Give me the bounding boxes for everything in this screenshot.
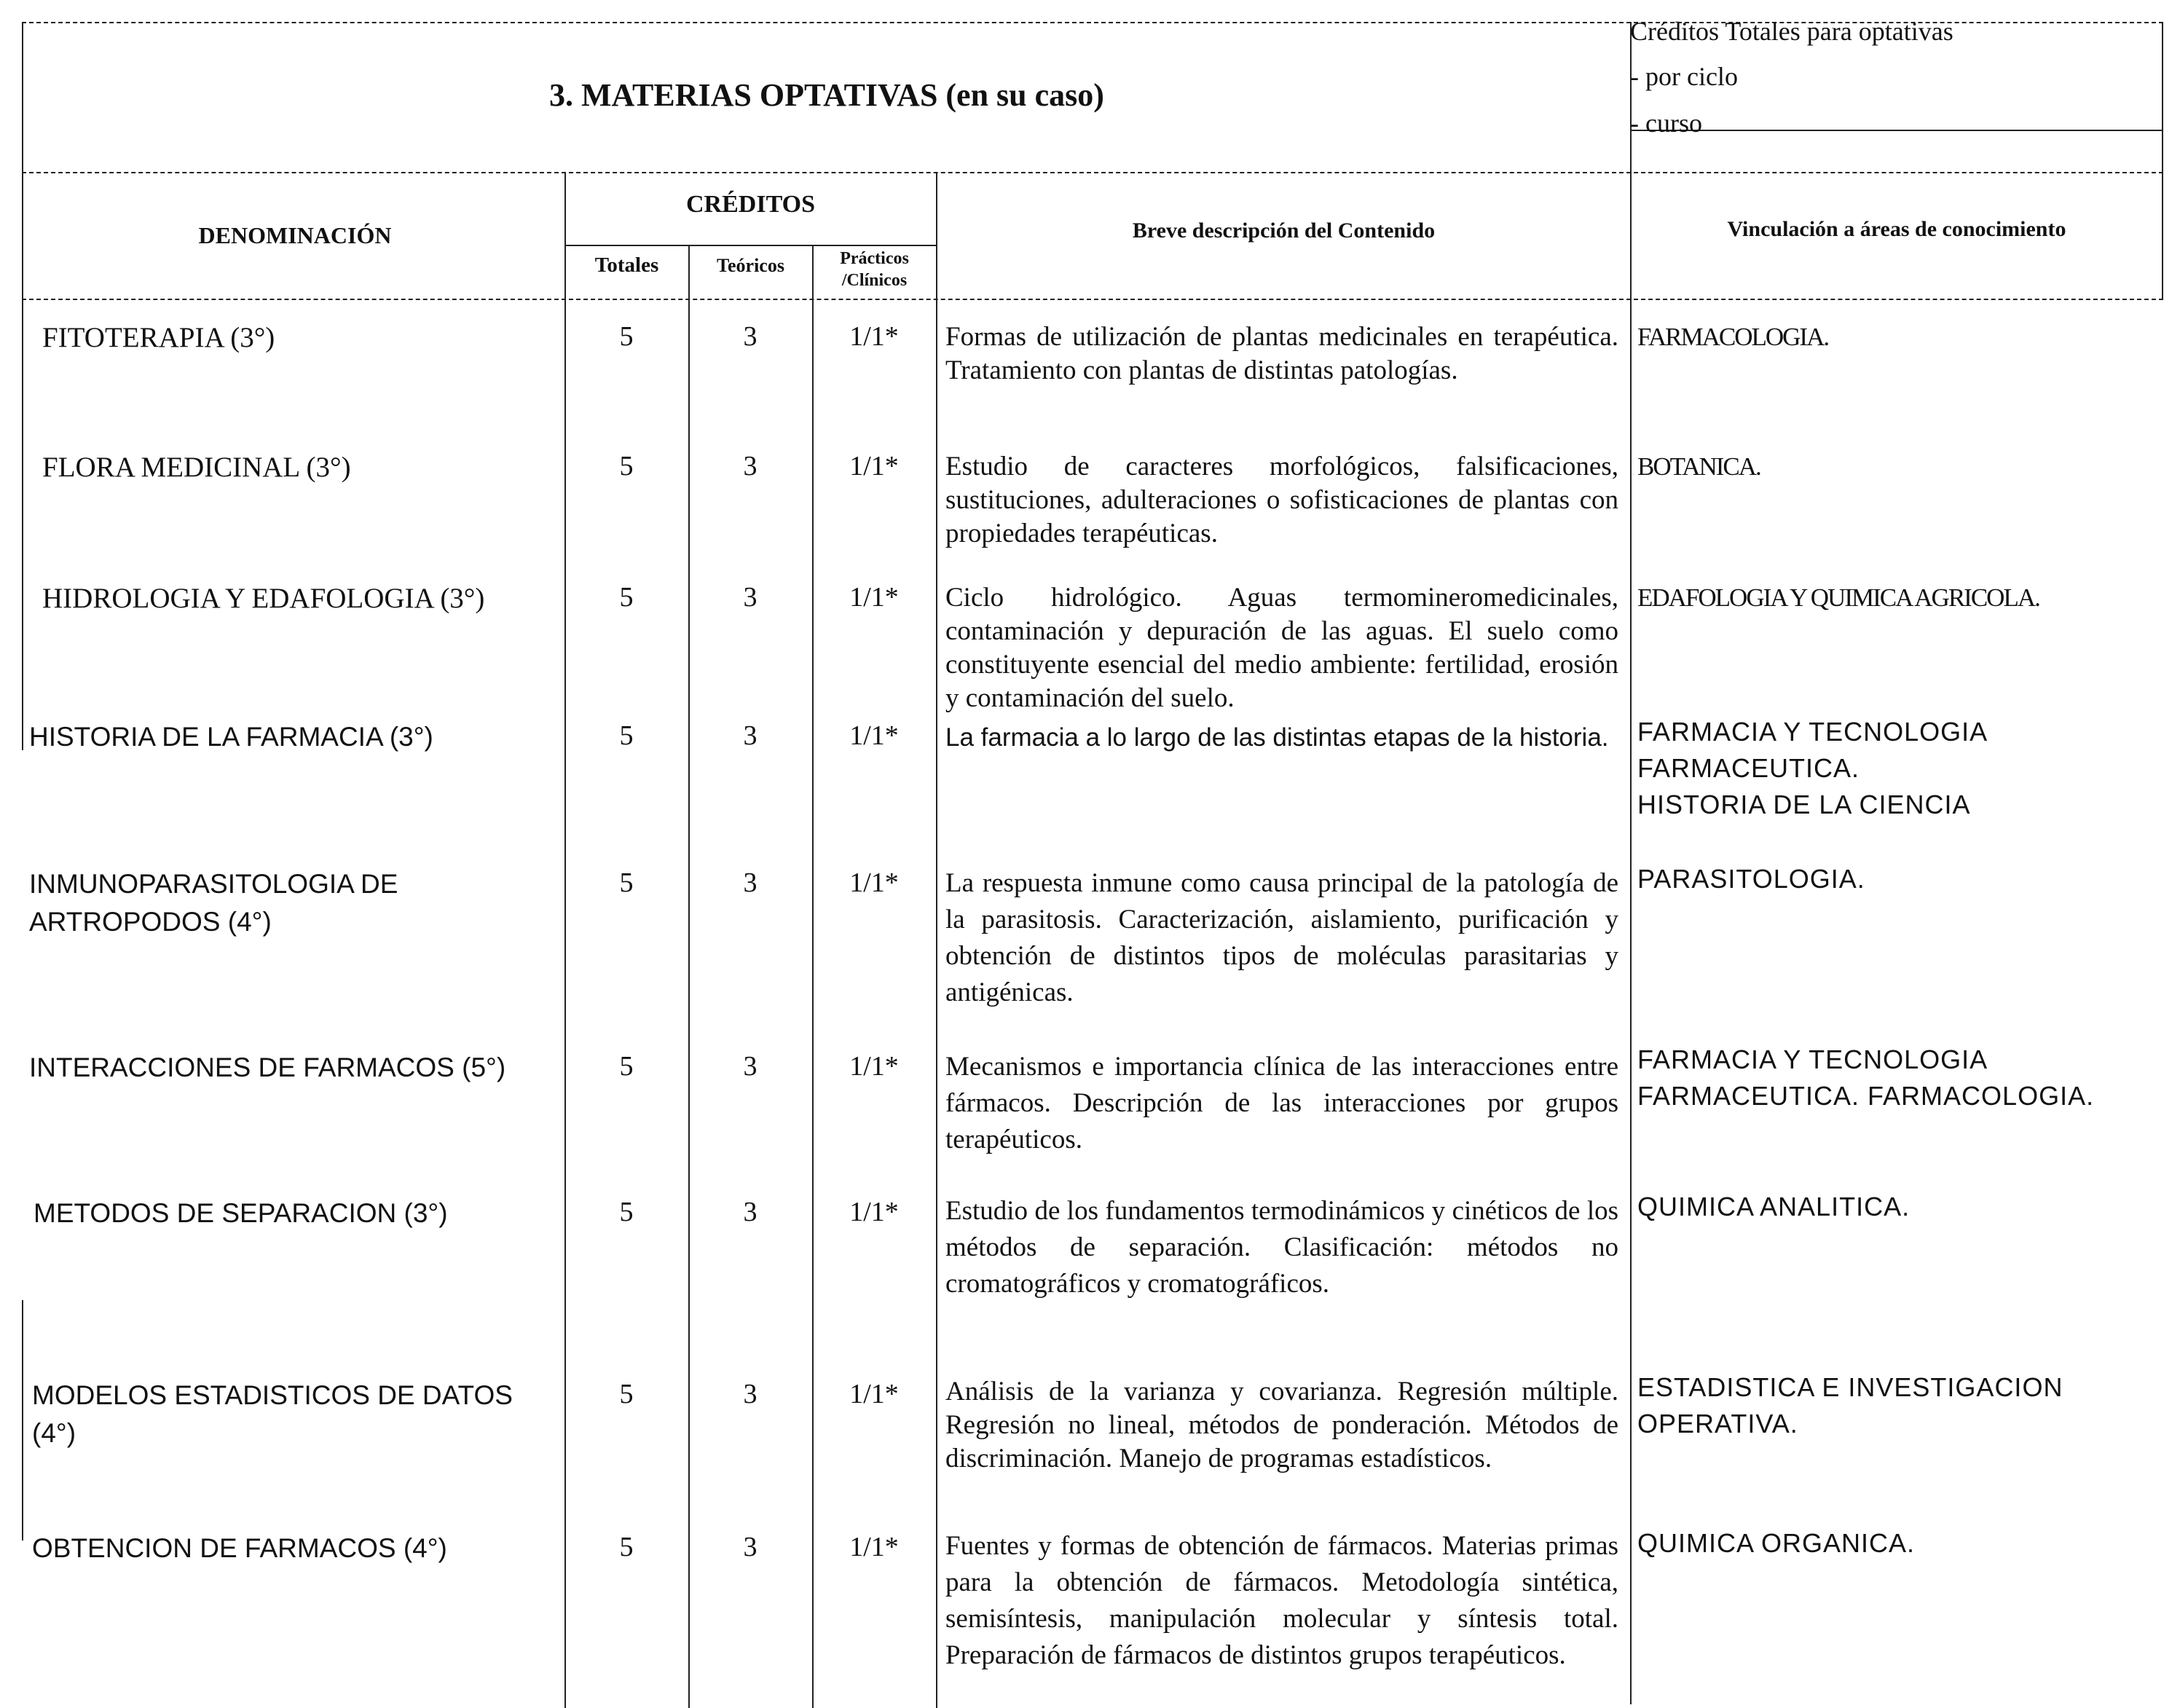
row-vinculacion-line: PARASITOLOGIA. (1637, 864, 1865, 894)
rule-left-top (22, 22, 23, 750)
row-practicos: 1/1* (849, 451, 899, 481)
row-teoricos: 3 (743, 1197, 758, 1227)
col-practicos-line: Prácticos (840, 249, 909, 268)
row-denominacion: HISTORIA DE LA FARMACIA (3°) (29, 722, 433, 752)
row-denominacion-line: (4°) (32, 1418, 76, 1448)
row-denominacion: FITOTERAPIA (3°) (42, 322, 275, 353)
row-descripcion: Estudio de caracteres morfológicos, falsificaciones, sustituciones, adulteraciones o sofisticaciones de plantas con propiedades terapéuticas. (945, 452, 1618, 548)
row-practicos: 1/1* (849, 1532, 899, 1562)
row-totales: 5 (619, 1197, 634, 1227)
row-descripcion: Estudio de los fundamentos termodinámicos y cinéticos de los métodos de separación. Clasificación: métodos no cromatográficos y cromatográficos. (945, 1196, 1618, 1299)
row-totales: 5 (619, 451, 634, 481)
row-vinculacion-line: OPERATIVA. (1637, 1409, 1798, 1439)
row-vinculacion-line: BOTANICA. (1637, 452, 1760, 481)
row-totales: 5 (619, 867, 634, 898)
row-denominacion: OBTENCION DE FARMACOS (4°) (32, 1533, 447, 1563)
rule-creditos-sub (564, 245, 936, 246)
row-totales: 5 (619, 1379, 634, 1409)
row-descripcion: Formas de utilización de plantas medicinales en terapéutica. Tratamiento con plantas de distintas patologías. (945, 322, 1618, 385)
row-denominacion: FLORA MEDICINAL (3°) (42, 452, 351, 483)
row-vinculacion-line: FARMACEUTICA. (1637, 753, 1860, 783)
row-totales: 5 (619, 720, 634, 751)
row-descripcion: La respuesta inmune como causa principal de la patología de la parasitosis. Caracterización, aislamiento, purificación y obtención de distintos tipos de moléculas parasitarias y antigénicas. (945, 868, 1618, 1007)
col-denominacion: DENOMINACIÓN (198, 222, 392, 248)
rule-vinculacion (1630, 22, 1632, 1704)
rule-colheader-bottom (22, 299, 2163, 300)
row-vinculacion-line: FARMACEUTICA. FARMACOLOGIA. (1637, 1081, 2095, 1111)
rule-den-cred (564, 172, 566, 1708)
row-practicos: 1/1* (849, 1051, 899, 1082)
row-descripcion: Fuentes y formas de obtención de fármacos. Materias primas para la obtención de fármacos. Metodología sintética, semisíntesis, manipulación molecular y síntesis total. Preparación de fármacos de distintos grupos terapéuticos. (945, 1531, 1618, 1670)
row-totales: 5 (619, 1051, 634, 1082)
row-vinculacion-line: FARMACOLOGIA. (1637, 323, 1829, 351)
row-teoricos: 3 (743, 1532, 758, 1562)
row-practicos: 1/1* (849, 867, 899, 898)
row-practicos: 1/1* (849, 321, 899, 352)
row-vinculacion-line: QUIMICA ANALITICA. (1637, 1192, 1911, 1221)
rule-cred-desc (936, 172, 937, 1708)
row-denominacion: METODOS DE SEPARACION (3°) (34, 1198, 448, 1228)
row-practicos: 1/1* (849, 582, 899, 613)
row-vinculacion (1637, 1525, 2162, 1562)
col-teoricos: Teóricos (717, 255, 784, 276)
row-teoricos: 3 (743, 451, 758, 481)
row-denominacion-line: ARTROPODOS (4°) (29, 907, 272, 937)
row-practicos: 1/1* (849, 1379, 899, 1409)
credits-box-line: - por ciclo (1630, 62, 1738, 91)
row-vinculacion (1637, 714, 2162, 823)
row-vinculacion (1637, 861, 2162, 897)
row-denominacion-line: MODELOS ESTADISTICOS DE DATOS (32, 1380, 513, 1410)
row-descripcion: La farmacia a lo largo de las distintas etapas de la historia. (945, 723, 1609, 752)
row-vinculacion (1637, 1369, 2162, 1442)
row-vinculacion-line: FARMACIA Y TECNOLOGIA (1637, 717, 1988, 747)
row-vinculacion-line: ESTADISTICA E INVESTIGACION (1637, 1372, 2063, 1402)
row-teoricos: 3 (743, 582, 758, 613)
row-denominacion: HIDROLOGIA Y EDAFOLOGIA (3°) (42, 583, 485, 614)
row-practicos: 1/1* (849, 1197, 899, 1227)
row-vinculacion (1637, 1189, 2162, 1225)
row-teoricos: 3 (743, 867, 758, 898)
row-practicos: 1/1* (849, 720, 899, 751)
rule-right (2162, 22, 2163, 299)
row-denominacion (29, 865, 398, 941)
row-teoricos: 3 (743, 1379, 758, 1409)
row-vinculacion (1637, 580, 2162, 616)
rule-header-bottom (22, 172, 2163, 173)
row-descripcion: Análisis de la varianza y covarianza. Regresión múltiple. Regresión no lineal, métodos de ponderación. Métodos de discriminación. Manejo de programas estadísticos. (945, 1377, 1618, 1473)
row-descripcion: Mecanismos e importancia clínica de las interacciones entre fármacos. Descripción de las interacciones por grupos terapéuticos. (945, 1052, 1618, 1154)
row-totales: 5 (619, 582, 634, 613)
col-practicos-line: /Clínicos (841, 271, 908, 290)
col-descripcion: Breve descripción del Contenido (1132, 219, 1436, 243)
row-denominacion: INTERACCIONES DE FARMACOS (5°) (29, 1052, 506, 1082)
row-vinculacion-line: QUIMICA ORGANICA. (1637, 1528, 1916, 1558)
row-vinculacion (1637, 319, 2162, 355)
col-vinculacion: Vinculación a áreas de conocimiento (1727, 217, 2066, 241)
row-vinculacion-line: EDAFOLOGIA Y QUIMICA AGRICOLA. (1637, 583, 2039, 612)
row-totales: 5 (619, 321, 634, 352)
col-creditos: CRÉDITOS (686, 191, 815, 218)
row-vinculacion (1637, 1042, 2162, 1114)
col-totales: Totales (594, 253, 659, 277)
col-practicos (814, 248, 934, 291)
credits-box-line: - curso (1630, 109, 1702, 138)
rule-box-line (1632, 130, 2163, 131)
row-denominacion-line: INMUNOPARASITOLOGIA DE (29, 869, 398, 899)
row-teoricos: 3 (743, 1051, 758, 1082)
row-vinculacion-line: FARMACIA Y TECNOLOGIA (1637, 1044, 1988, 1074)
rule-left-bottom (22, 1300, 23, 1540)
row-vinculacion (1637, 449, 2162, 485)
row-denominacion (32, 1377, 513, 1452)
row-teoricos: 3 (743, 720, 758, 751)
credits-box-line: Créditos Totales para optativas (1630, 17, 1953, 46)
row-vinculacion-line: HISTORIA DE LA CIENCIA (1637, 790, 1971, 819)
row-totales: 5 (619, 1532, 634, 1562)
page-title: 3. MATERIAS OPTATIVAS (en su caso) (549, 77, 1104, 113)
row-descripcion: Ciclo hidrológico. Aguas termomineromedicinales, contaminación y depuración de las aguas. El suelo como constituyente esencial del medio ambiente: fertilidad, erosión y contaminación del suelo. (945, 583, 1618, 713)
row-teoricos: 3 (743, 321, 758, 352)
